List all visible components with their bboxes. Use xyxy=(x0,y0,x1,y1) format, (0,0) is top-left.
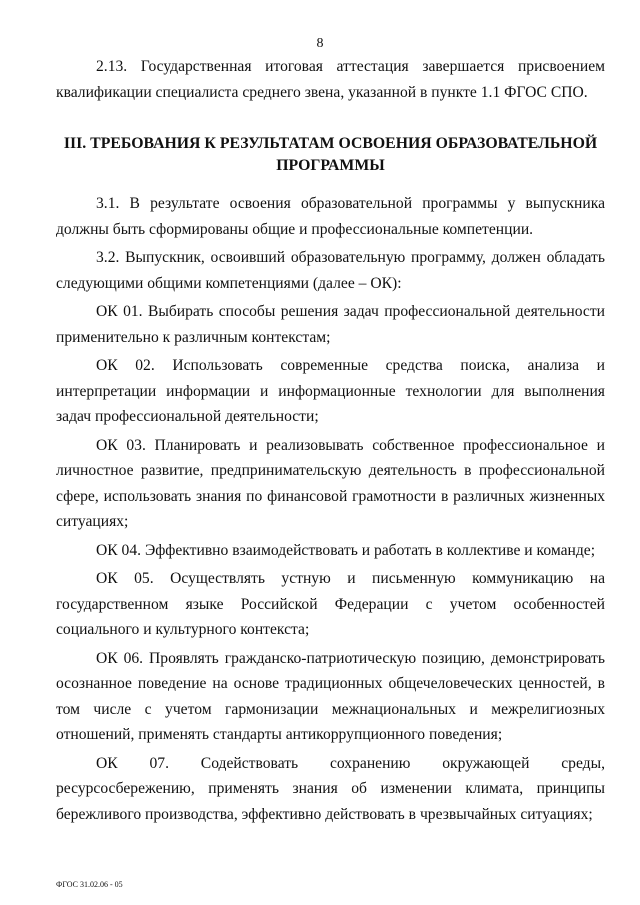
footer-code: ФГОС 31.02.06 - 05 xyxy=(56,880,123,889)
paragraph-ok-01: ОК 01. Выбирать способы решения задач профессиональной деятельности применительно к различным контекстам; xyxy=(56,303,605,346)
section-heading: III. ТРЕБОВАНИЯ К РЕЗУЛЬТАТАМ ОСВОЕНИЯ ОБРАЗОВАТЕЛЬНОЙ ПРОГРАММЫ xyxy=(63,135,598,174)
paragraph-ok-06: ОК 06. Проявлять гражданско-патриотическую позицию, демонстрировать осознанное поведение на основе традиционных общечеловеческих ценностей, в том числе с учетом гармонизации межнациональных и межрелигиозных отношений, применять стандарты антикоррупционного поведения; xyxy=(56,649,605,743)
document-body xyxy=(56,54,605,830)
page-number: 8 xyxy=(316,36,324,51)
paragraph-ok-07: ОК 07. Содействовать сохранению окружающей среды, ресурсосбережению, применять знания об изменении климата, принципы бережливого производства, эффективно действовать в чрезвычайных ситуациях; xyxy=(56,754,605,823)
paragraph-ok-05: ОК 05. Осуществлять устную и письменную коммуникацию на государственном языке Российской Федерации с учетом особенностей социального и культурного контекста; xyxy=(56,570,605,638)
paragraph-ok-02: ОК 02. Использовать современные средства поиска, анализа и интерпретации информации и информационные технологии для выполнения задач профессиональной деятельности; xyxy=(56,357,605,425)
paragraph-2-13: 2.13. Государственная итоговая аттестация завершается присвоением квалификации специалиста среднего звена, указанной в пункте 1.1 ФГОС СПО. xyxy=(56,58,605,101)
paragraph-3-2: 3.2. Выпускник, освоивший образовательную программу, должен обладать следующими общими компетенциями (далее – ОК): xyxy=(56,249,605,292)
paragraph-3-1: 3.1. В результате освоения образовательной программы у выпускника должны быть сформированы общие и профессиональные компетенции. xyxy=(56,195,605,238)
paragraph-ok-04: ОК 04. Эффективно взаимодействовать и работать в коллективе и команде; xyxy=(96,541,596,559)
paragraph-ok-03: ОК 03. Планировать и реализовывать собственное профессиональное и личностное развитие, предпринимательскую деятельность в профессиональной сфере, использовать знания по финансовой грамотности в различных жизненных ситуациях; xyxy=(56,436,605,530)
